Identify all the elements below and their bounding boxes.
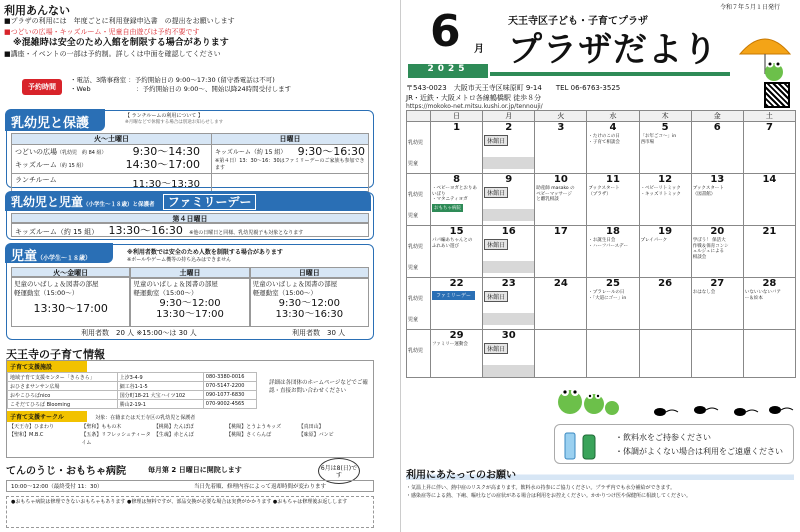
circle-item: 【天王寺】ひまわり bbox=[9, 424, 55, 430]
event-text: ファミリー運動会 bbox=[432, 342, 468, 347]
event-text: プレイパーク bbox=[640, 238, 668, 243]
infant-row-name: つどいの広場 bbox=[15, 148, 57, 156]
event-text: （図書館） bbox=[692, 191, 716, 197]
child-users2: 利用者数 30 人 bbox=[292, 329, 346, 337]
family-col: 第４日曜日 bbox=[11, 213, 369, 223]
family-sub: （小学生～１８歳）と保護者 bbox=[83, 202, 155, 208]
family-row-time: 13:30～16:30 bbox=[108, 224, 183, 237]
circle-list bbox=[7, 422, 373, 448]
calendar-day[interactable] bbox=[535, 122, 587, 174]
facility-cell: 細工谷1-1-5 bbox=[117, 382, 203, 391]
event-text: 助産師 masako の bbox=[536, 186, 575, 191]
facility-row bbox=[8, 391, 257, 400]
event-text: 「お年ごコ～」in bbox=[640, 134, 677, 139]
day-number: 7 bbox=[765, 122, 773, 133]
event-text: ・マタニティヨガ bbox=[432, 197, 468, 202]
calendar-day[interactable] bbox=[431, 330, 483, 378]
child-note: ※利用者数では安全のため人数を制限する場合があります bbox=[127, 249, 283, 256]
row-label: 児童 bbox=[408, 213, 419, 219]
reservation-label: 予約時間 bbox=[22, 79, 62, 95]
infant-row-sub: （乳幼児 約 84 組） bbox=[57, 150, 107, 156]
drink-line: ・飲料水をご持参ください bbox=[615, 433, 711, 442]
day-number: 29 bbox=[449, 330, 464, 341]
weekday-header: 火 bbox=[535, 111, 587, 122]
infant-table bbox=[11, 133, 369, 192]
row-label: 児童 bbox=[408, 317, 419, 323]
infant-sun-note: ※第４日）13：30～16：30はファミリーデーのご家族も参加できます bbox=[215, 157, 365, 171]
closed-shade bbox=[483, 261, 534, 273]
day-number: 3 bbox=[557, 122, 565, 133]
reservation-line: ・電話、3階事務室 ：予約開始日の 9:00～17:30 (留守番電話は不可) bbox=[70, 76, 275, 84]
row-label: 乳幼児 bbox=[408, 140, 424, 146]
facilities-note: 詳細は各団体のホームページなどでご確認・直接お問い合わせください bbox=[269, 380, 368, 394]
calendar-day bbox=[691, 330, 743, 378]
family-title: 乳幼児と児童 bbox=[11, 195, 84, 209]
child-time: 13:30～16:30 bbox=[275, 309, 344, 320]
day-number: 2 bbox=[505, 122, 513, 133]
facility-row bbox=[8, 400, 257, 409]
event-text: ベビーマッサージ bbox=[536, 191, 572, 197]
calendar-day[interactable] bbox=[691, 174, 743, 226]
child-line: 軽運動室（15:00～） bbox=[252, 289, 317, 297]
weekday-header: 土 bbox=[743, 111, 795, 122]
weekday-header: 月 bbox=[483, 111, 535, 122]
day-number: 11 bbox=[606, 174, 620, 185]
day-number: 9 bbox=[505, 174, 513, 185]
calendar-day[interactable] bbox=[483, 174, 535, 226]
event-text: 西市場 bbox=[640, 139, 655, 145]
guide-line: ■プラザの利用には 年度ごとに利用登録申込書 の提出をお願いします bbox=[4, 17, 235, 25]
day-number: 1 bbox=[453, 122, 461, 133]
calendar-day bbox=[535, 330, 587, 378]
month-suffix: 月 bbox=[474, 44, 484, 55]
closed-shade bbox=[483, 365, 534, 377]
child-users1: 利用者数 20 人 ※15:00～は 30 人 bbox=[81, 329, 197, 337]
event-text: ・「大道にゴー」in bbox=[588, 295, 627, 301]
calendar-day[interactable] bbox=[535, 174, 587, 226]
facility-cell: 上汐3-4-9 bbox=[117, 373, 203, 382]
facility-cell: 080-3380-0016 bbox=[203, 373, 256, 382]
child-sub: （小学生～１８歳） bbox=[37, 255, 92, 262]
calendar-day[interactable] bbox=[587, 174, 639, 226]
event-text: ー＆絵本 bbox=[744, 295, 763, 301]
infant-row-name: キッズルーム bbox=[15, 161, 57, 169]
usage-title: 利用にあたってのお願い bbox=[406, 466, 794, 480]
guide-line: ※混雑時は安全のため入館を制限する場合があります bbox=[4, 38, 229, 48]
event-text: ・子育て相談会 bbox=[588, 139, 620, 145]
calendar-week bbox=[407, 330, 796, 378]
family-day-badge: ファミリーデー bbox=[432, 291, 475, 300]
facility-row bbox=[8, 382, 257, 391]
family-box bbox=[6, 192, 374, 240]
info-box bbox=[6, 360, 374, 458]
infant-row-time: 11:30～13:30 bbox=[132, 179, 200, 190]
calendar-corner bbox=[407, 111, 431, 122]
calendar-day[interactable] bbox=[743, 278, 795, 330]
circle-item: 【味原】バンビ bbox=[298, 432, 334, 438]
calendar-day[interactable] bbox=[691, 226, 743, 278]
calendar-day[interactable] bbox=[483, 226, 535, 278]
day-number: 10 bbox=[553, 174, 568, 185]
drink-notice bbox=[554, 424, 794, 464]
guide-line: ■つどいの広場・キッズルーム・児童自由遊びは予約不要です bbox=[4, 28, 200, 36]
day-number: 21 bbox=[762, 226, 777, 237]
event-text: 相談会 bbox=[692, 254, 707, 260]
calendar-day[interactable] bbox=[639, 226, 691, 278]
closed-badge: 休館日 bbox=[484, 239, 508, 250]
clinic-sub: 毎月第 2 日曜日に開院します bbox=[148, 466, 242, 474]
month: 6 bbox=[430, 6, 461, 57]
row-labels bbox=[407, 226, 431, 278]
clinic-row bbox=[6, 480, 374, 492]
infant-sun-name: キッズルーム（約 15 組） bbox=[215, 148, 287, 156]
clinic-hours: 10:00～12:00（最終受付 11：30） bbox=[11, 484, 103, 490]
infant-row-name: ランチルーム bbox=[15, 176, 57, 184]
calendar-day[interactable] bbox=[691, 122, 743, 174]
closed-shade bbox=[483, 313, 534, 325]
family-header bbox=[5, 191, 371, 211]
day-number: 12 bbox=[658, 174, 673, 185]
facility-cell: おやこひろばnico bbox=[8, 391, 118, 400]
day-number: 6 bbox=[713, 122, 721, 133]
info-title: 天王寺の子育て情報 bbox=[6, 348, 105, 361]
row-label: 児童 bbox=[408, 265, 419, 271]
facility-cell: おひさまサンサン広場 bbox=[8, 382, 118, 391]
drink-line: ・体調がよくない場合は利用をご遠慮ください bbox=[615, 447, 783, 456]
day-number: 19 bbox=[658, 226, 673, 237]
child-col: 土曜日 bbox=[130, 267, 249, 279]
info-bar1: 子育て支援施設 bbox=[7, 361, 87, 372]
row-labels bbox=[407, 174, 431, 226]
closed-shade bbox=[483, 157, 534, 169]
guide-line: ■講座・イベントの一部は予約制。詳しくは中面を確認してください bbox=[4, 50, 221, 58]
child-time: 13:30～17:00 bbox=[33, 302, 108, 315]
circle-item: 【聖和】M.B.C bbox=[9, 432, 44, 438]
toy-clinic-badge: おもちゃ病院 bbox=[434, 205, 461, 211]
title-underline bbox=[490, 72, 730, 76]
weekday-header: 木 bbox=[639, 111, 691, 122]
calendar-day[interactable] bbox=[639, 278, 691, 330]
clinic-date: 6月は8(日)です bbox=[318, 458, 360, 484]
closed-badge: 休館日 bbox=[484, 343, 508, 354]
closed-badge: 休館日 bbox=[484, 187, 508, 198]
facility-table bbox=[7, 372, 257, 409]
calendar-day[interactable] bbox=[535, 226, 587, 278]
reservation-lines bbox=[70, 76, 291, 94]
water-bottle-icon bbox=[561, 429, 601, 461]
event-text: ・キッズリトミック bbox=[640, 191, 681, 197]
child-note2: ※ボールやゲーム機等の持ち込みはできません bbox=[127, 257, 232, 263]
row-labels bbox=[407, 330, 431, 378]
day-number: 16 bbox=[501, 226, 516, 237]
event-calendar bbox=[406, 110, 796, 378]
infant-title: 乳幼児と保護 bbox=[5, 109, 105, 131]
page-divider bbox=[400, 0, 401, 532]
calendar-day[interactable] bbox=[691, 278, 743, 330]
event-text: 作戦＆保育コンシ bbox=[692, 243, 729, 249]
event-text: いないいないバア bbox=[744, 290, 781, 295]
reservation-line: ・Web ：予約開始日の 9:00～、開始以降24時間受付します bbox=[70, 85, 292, 93]
facility-cell: 勝山2-19-1 bbox=[117, 400, 203, 409]
event-text: ・お誕生日会 bbox=[588, 238, 616, 243]
child-header bbox=[5, 243, 113, 263]
calendar-day[interactable] bbox=[587, 226, 639, 278]
infant-row-sub: （約 15 組） bbox=[56, 163, 87, 169]
family-row-note: ※他の日曜日と同様、乳幼児親子も対象となります bbox=[189, 230, 304, 236]
weekday-header: 金 bbox=[691, 111, 743, 122]
calendar-day[interactable] bbox=[535, 278, 587, 330]
access: JR・近鉄・大阪メトロ各線鶴橋駅 徒歩８分 bbox=[406, 94, 542, 102]
family-row bbox=[11, 223, 369, 237]
row-label: 児童 bbox=[408, 161, 419, 167]
event-text: ブックスタート bbox=[692, 186, 724, 191]
calendar-day[interactable] bbox=[743, 122, 795, 174]
child-line: 児童のいばしょ＆図書の部屋 bbox=[252, 280, 338, 288]
footer-notes: ●おもちゃ病院は修理できないおもちゃもあります ●修理は無料ですが、部品交換が必要な場合は実費がかかります ●おもちゃは修理後お返しします bbox=[6, 496, 374, 528]
circle-item: 【桃陽】たんぽぽ bbox=[153, 424, 194, 430]
guide-lines bbox=[4, 16, 394, 60]
calendar-day[interactable] bbox=[483, 122, 535, 174]
guide-title: 利用あんない bbox=[4, 4, 70, 17]
issue-date: 令和７年５月１日発行 bbox=[720, 4, 781, 11]
day-number: 24 bbox=[553, 278, 568, 289]
family-tag: ファミリーデー bbox=[163, 194, 257, 210]
infant-row-time: 14:30～17:00 bbox=[125, 158, 200, 171]
child-time: 13:30～17:00 bbox=[156, 309, 224, 320]
calendar-day[interactable] bbox=[743, 226, 795, 278]
circle-item: 【桃陽】さくらんぼ bbox=[226, 432, 272, 438]
day-number: 23 bbox=[501, 278, 516, 289]
right-page bbox=[400, 0, 800, 532]
calendar-day[interactable] bbox=[639, 174, 691, 226]
event-text: ・プラレールの日 bbox=[588, 290, 625, 295]
row-label: 乳幼児 bbox=[408, 244, 424, 250]
event-text: ェルジュによる bbox=[692, 249, 724, 254]
child-box bbox=[6, 244, 374, 340]
event-text: ・ベビーリトミック bbox=[640, 186, 681, 191]
calendar-day[interactable] bbox=[431, 226, 483, 278]
closed-badge: 休館日 bbox=[484, 291, 508, 302]
year: 2025 bbox=[408, 64, 488, 78]
day-number: 13 bbox=[710, 174, 725, 185]
day-number: 28 bbox=[762, 278, 777, 289]
row-labels bbox=[407, 278, 431, 330]
event-text: ・たけのこの日 bbox=[588, 134, 620, 139]
clinic-note: 当日先着順、修理内容によって返却時間が変わります bbox=[194, 484, 327, 490]
calendar-day[interactable] bbox=[587, 278, 639, 330]
calendar-day[interactable] bbox=[431, 278, 483, 330]
calendar-day bbox=[639, 330, 691, 378]
event-text: ふれあい遊び bbox=[432, 243, 459, 249]
infant-note2: ※月曜などで休館する場合は別途お知らせします bbox=[125, 120, 224, 125]
address: 〒543-0023 大阪市天王寺区味原町 9-14 TEL 06-6763-3525 bbox=[406, 84, 621, 92]
day-number: 18 bbox=[606, 226, 620, 237]
frogs-tadpoles-illustration bbox=[550, 372, 796, 422]
calendar-week bbox=[407, 122, 796, 174]
info-bar2: 子育て支援サークル bbox=[7, 411, 87, 422]
child-col: 火～金曜日 bbox=[11, 267, 130, 277]
calendar-week bbox=[407, 174, 796, 226]
event-text: パパ編あちゃんとの bbox=[432, 238, 473, 243]
day-number: 22 bbox=[449, 278, 464, 289]
day-number: 14 bbox=[762, 174, 777, 185]
child-time: 9:30～12:00 bbox=[159, 298, 221, 309]
closed-badge: 休館日 bbox=[484, 135, 508, 146]
family-row-name: キッズルーム（約 15 組） bbox=[15, 228, 99, 236]
calendar-day[interactable] bbox=[483, 278, 535, 330]
calendar-day[interactable] bbox=[743, 174, 795, 226]
event-text: （プラザ） bbox=[588, 191, 611, 197]
header-org: 天王寺区子ども・子育てプラザ bbox=[508, 16, 648, 27]
row-label: 乳幼児 bbox=[408, 296, 424, 302]
child-title: 児童 bbox=[11, 249, 38, 264]
day-number: 26 bbox=[658, 278, 673, 289]
day-number: 4 bbox=[609, 122, 617, 133]
usage-line: ・気温上昇に伴い、熱中症のリスクが高まります。飲料水の持参にご協力ください。プラザ内でも水分補給ができます。 bbox=[406, 485, 676, 491]
row-label: 乳幼児 bbox=[408, 348, 424, 354]
facility-cell: 地域子育て支援センター「きらきら」 bbox=[8, 373, 118, 382]
calendar-day bbox=[587, 330, 639, 378]
day-number: 25 bbox=[606, 278, 620, 289]
event-text: ブックスタート bbox=[588, 186, 620, 191]
day-number: 17 bbox=[553, 226, 568, 237]
usage-lines bbox=[406, 484, 794, 500]
circle-item: 【五条】リフレッシュティータイム bbox=[81, 432, 151, 446]
circle-note: 対象：在籍または天王寺区の乳幼児と保護者 bbox=[95, 415, 196, 421]
facility-row bbox=[8, 373, 257, 382]
infant-col2: 日曜日 bbox=[212, 134, 369, 145]
child-line: 児童のいばしょ＆図書の部屋 bbox=[14, 280, 99, 288]
day-number: 20 bbox=[710, 226, 725, 237]
infant-col1: 火～土曜日 bbox=[12, 134, 212, 145]
day-number: 27 bbox=[710, 278, 725, 289]
calendar-day[interactable] bbox=[431, 122, 483, 174]
calendar-day[interactable] bbox=[431, 174, 483, 226]
event-text: おはなし会 bbox=[692, 290, 716, 295]
row-label: 乳幼児 bbox=[408, 192, 424, 198]
infant-row-time: 9:30～14:30 bbox=[132, 145, 200, 158]
event-text: と離乳相談 bbox=[536, 197, 559, 202]
calendar-week bbox=[407, 226, 796, 278]
weekday-header: 水 bbox=[587, 111, 639, 122]
day-number: 15 bbox=[449, 226, 464, 237]
qr-code[interactable] bbox=[764, 82, 790, 108]
calendar-day[interactable] bbox=[639, 122, 691, 174]
event-text: ・ハーフバースデー bbox=[588, 243, 629, 249]
row-labels bbox=[407, 122, 431, 174]
infant-sun-time: 9:30～16:30 bbox=[297, 144, 365, 158]
facility-cell: 070-5147-2200 bbox=[203, 382, 256, 391]
usage-line: ・感染症等による熱、下痢、嘔吐などの症状がある場合は利用をお控えください。かかりつけ医や保健所に相談してください。 bbox=[406, 493, 692, 499]
child-line: 軽運動室（15:00～） bbox=[133, 289, 198, 297]
facility-cell: 090-1077-6830 bbox=[203, 391, 256, 400]
day-number: 5 bbox=[661, 122, 669, 133]
calendar-day bbox=[743, 330, 795, 378]
event-text: 学ぼう！ 保活大 bbox=[692, 238, 726, 243]
weekday-header: 日 bbox=[431, 111, 483, 122]
circle-item: 【真田山】 bbox=[298, 424, 324, 430]
child-col: 日曜日 bbox=[250, 267, 369, 279]
day-number: 30 bbox=[501, 330, 516, 341]
calendar-day[interactable] bbox=[587, 122, 639, 174]
umbrella-frog-icon bbox=[736, 30, 794, 86]
child-line: 軽運動室（15:00～） bbox=[14, 289, 79, 297]
calendar-day[interactable] bbox=[483, 330, 535, 378]
circle-item: 【桃陽】とうようキッズ bbox=[226, 424, 282, 430]
day-number: 8 bbox=[453, 174, 461, 185]
child-line: 児童のいばしょ＆図書の部屋 bbox=[133, 280, 218, 288]
child-body bbox=[11, 277, 369, 327]
facility-cell: 070-9002-4565 bbox=[203, 400, 256, 409]
infant-box bbox=[6, 110, 374, 188]
drink-lines bbox=[615, 431, 783, 459]
facility-cell: 国分町18-21 大宝ハイツ102 bbox=[117, 391, 203, 400]
event-text: ・ベビーヨガとおりあいぼり bbox=[432, 186, 477, 197]
closed-shade bbox=[483, 209, 534, 221]
clinic-title: てんのうじ・おもちゃ病院 bbox=[6, 466, 126, 477]
facility-cell: こそだてひろば Blooming bbox=[8, 400, 118, 409]
calendar-week bbox=[407, 278, 796, 330]
infant-note: 【 ランチルームの利用について 】 bbox=[125, 113, 203, 119]
circle-item: 【生魂】赤とんぼ bbox=[153, 432, 194, 438]
child-time: 9:30～12:00 bbox=[278, 298, 340, 309]
circle-item: 【聖和】ももの木 bbox=[81, 424, 122, 430]
website-link[interactable]: https://mokoko-net.mitsu.kushi.or.jp/tennouji/ bbox=[406, 103, 543, 110]
title: プラザだより bbox=[508, 30, 718, 70]
